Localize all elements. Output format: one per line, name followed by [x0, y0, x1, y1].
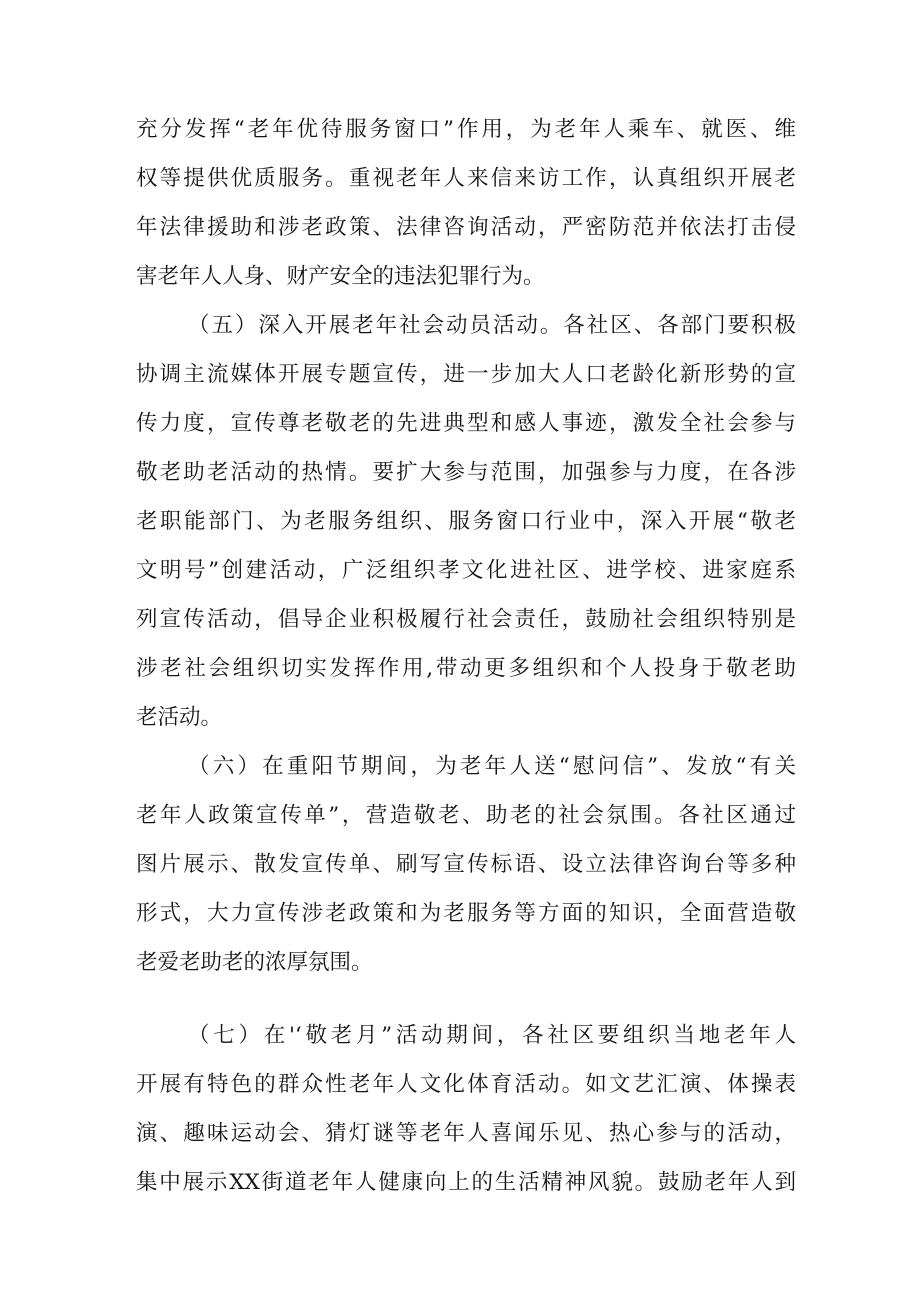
text-line: 老年人政策宣传单”，营造敬老、助老的社会氛围。各社区通过 — [136, 803, 796, 828]
text-line: 老活动。 — [136, 705, 223, 730]
text-line: 形式，大力宣传涉老政策和为老服务等方面的知识，全面营造敬 — [136, 901, 796, 926]
text-line: 开展有特色的群众性老年人文化体育活动。如文艺汇演、体操表 — [136, 1072, 796, 1097]
text-line: 老爱老助老的浓厚氛围。 — [136, 950, 373, 975]
text-line: 传力度，宣传尊老敬老的先进典型和感人事迹，激发全社会参与 — [136, 411, 796, 436]
text-line: 列宣传活动，倡导企业积极履行社会责任，鼓励社会组织特别是 — [136, 607, 796, 632]
text-line: （六）在重阳节期间，为老年人送“慰问信”、发放“有关 — [188, 754, 796, 779]
text-line: 图片展示、散发宣传单、刷写宣传标语、设立法律咨询台等多种 — [136, 852, 796, 877]
text-line: 害老年人人身、财产安全的违法犯罪行为。 — [136, 264, 545, 289]
text-line: 权等提供优质服务。重视老年人来信来访工作，认真组织开展老 — [136, 166, 796, 191]
text-line: 敬老助老活动的热情。要扩大参与范围，加强参与力度，在各涉 — [136, 460, 796, 485]
text-line: 涉老社会组织切实发挥作用,带动更多组织和个人投身于敬老助 — [136, 656, 796, 681]
text-line: （七）在'‘敬老月”活动期间，各社区要组织当地老年人 — [188, 1023, 796, 1048]
text-line: （五）深入开展老年社会动员活动。各社区、各部门要积极 — [188, 313, 796, 338]
text-line: 文明号”创建活动，广泛组织孝文化进社区、进学校、进家庭系 — [136, 558, 796, 583]
text-line: 演、趣味运动会、猜灯谜等老年人喜闻乐见、热心参与的活动， — [136, 1121, 796, 1146]
text-line: 集中展示XX街道老年人健康向上的生活精神风貌。鼓励老年人到 — [136, 1170, 796, 1195]
text-line: 年法律援助和涉老政策、法律咨询活动，严密防范并依法打击侵 — [136, 215, 796, 240]
text-line: 协调主流媒体开展专题宣传，进一步加大人口老龄化新形势的宣 — [136, 362, 796, 387]
text-line: 充分发挥“老年优待服务窗口”作用，为老年人乘车、就医、维 — [136, 117, 796, 142]
text-line: 老职能部门、为老服务组织、服务窗口行业中，深入开展“敬老 — [136, 509, 796, 534]
